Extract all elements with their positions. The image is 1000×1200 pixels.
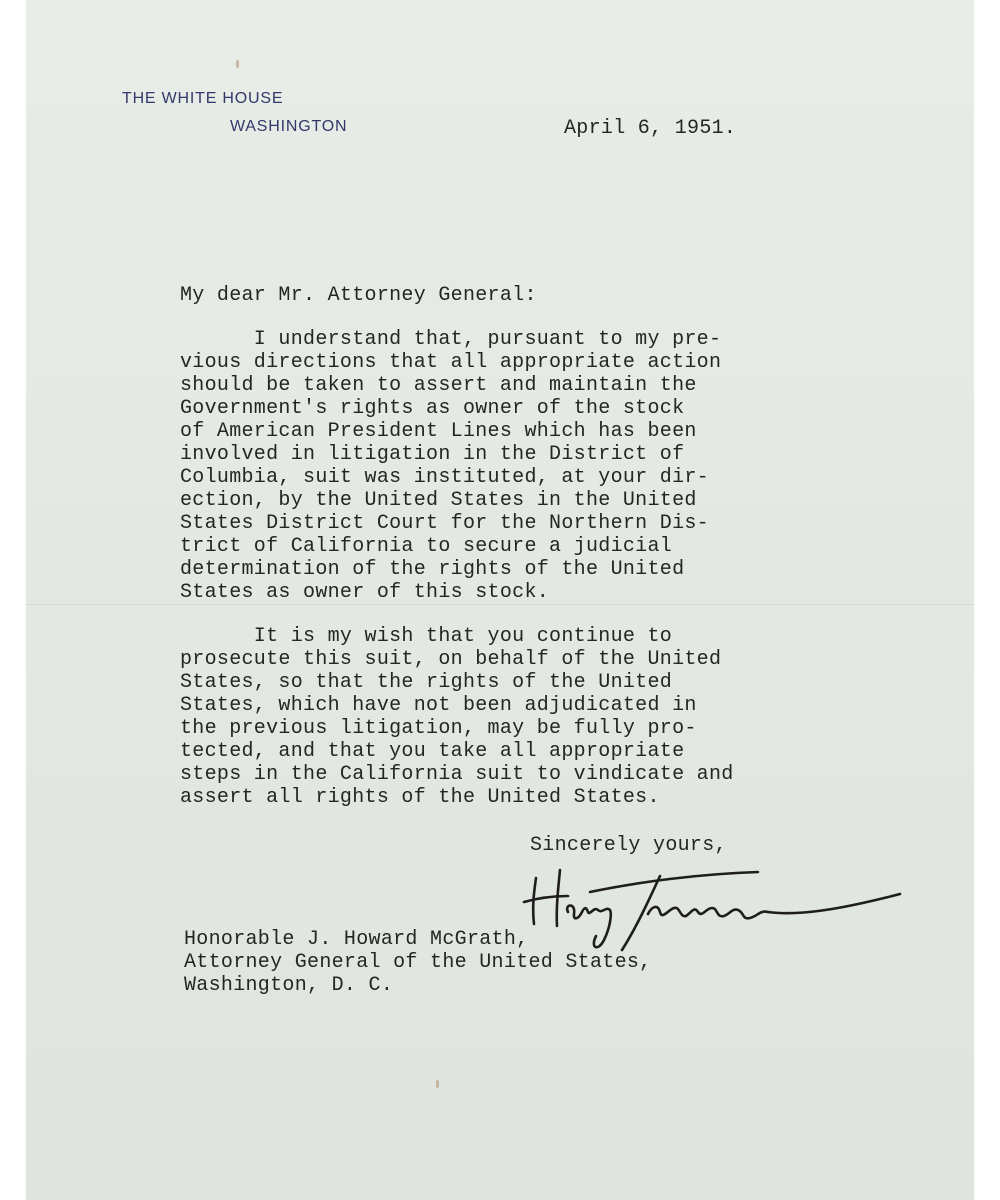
- letter-page: [26, 0, 974, 1200]
- paper-blemish: [236, 60, 239, 68]
- body-paragraph-2: It is my wish that you continue to prosecute this suit, on behalf of the United States, so that the rights of the United States, which have not been adjudicated in the previous litigation, may be fully pro- tected, and that you take all appropriate steps in the California suit to vindicate and assert all rights of the United States.: [180, 625, 734, 809]
- closing: Sincerely yours,: [530, 834, 727, 857]
- paper-blemish: [436, 1080, 439, 1088]
- salutation: My dear Mr. Attorney General:: [180, 284, 537, 307]
- recipient-address: Honorable J. Howard McGrath, Attorney General of the United States, Washington, D. C.: [184, 928, 652, 997]
- paper-fold-line: [26, 604, 974, 605]
- letter-date: April 6, 1951.: [564, 117, 737, 140]
- body-paragraph-1: I understand that, pursuant to my pre- vious directions that all appropriate action should be taken to assert and maintain the Government's rights as owner of the stock of American President Lines which has been involved in litigation in the District of Columbia, suit was instituted, at your dir- ection, by the United States in the United States District Court for the Northern Dis- trict of California to secure a judicial determination of the rights of the United States as owner of this stock.: [180, 328, 722, 604]
- letterhead-city: WASHINGTON: [230, 118, 348, 135]
- letterhead-title: THE WHITE HOUSE: [122, 90, 284, 107]
